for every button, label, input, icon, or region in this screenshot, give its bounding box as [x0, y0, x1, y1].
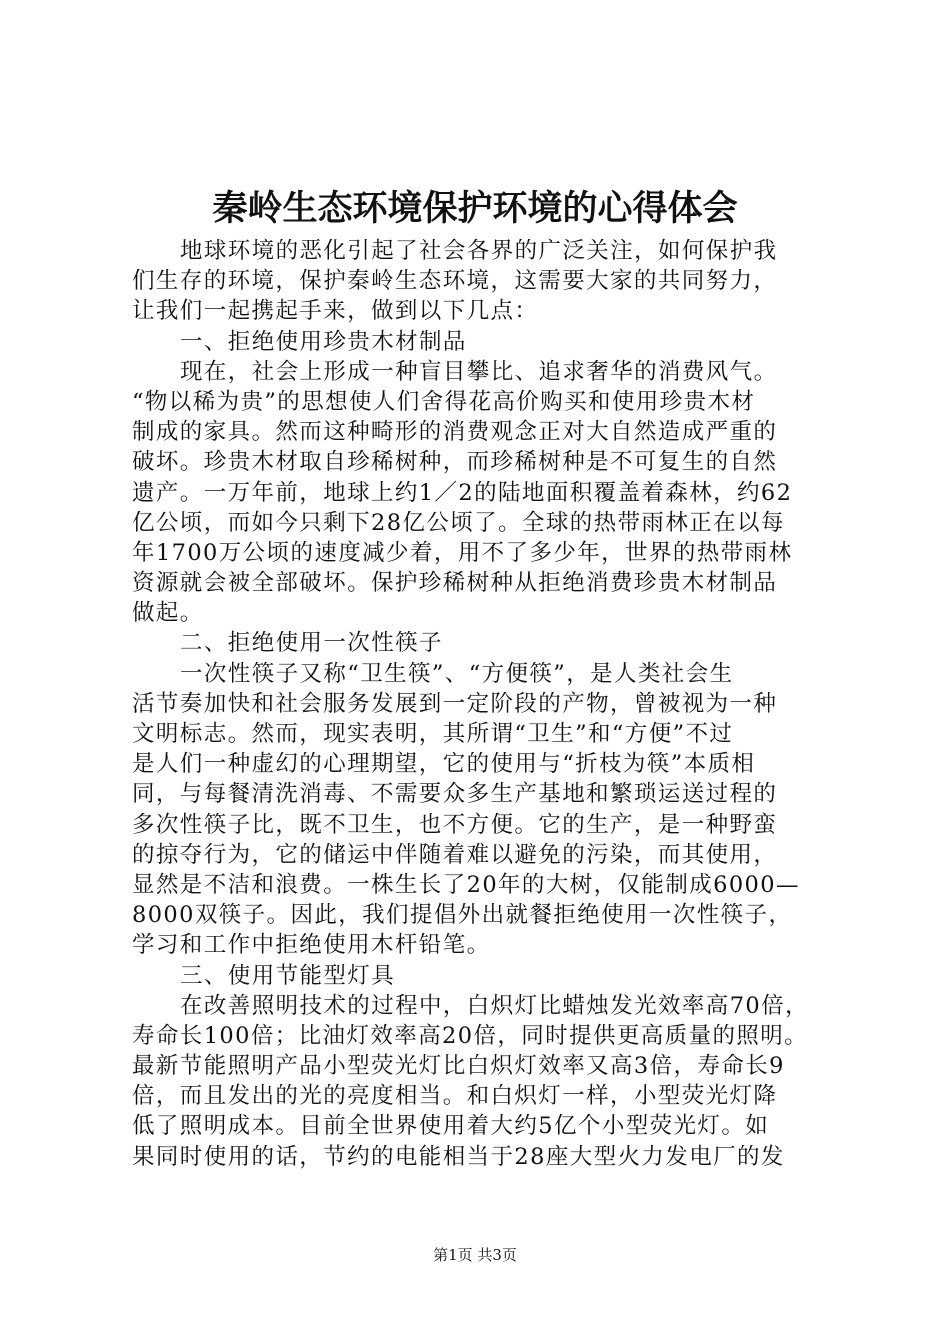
text-line: 活节奏加快和社会服务发展到一定阶段的产物，曾被视为一种 — [132, 690, 778, 717]
text-line: 做起。 — [132, 600, 204, 627]
text-line: 显然是不洁和浪费。一株生长了20年的大树，仅能制成6000— — [132, 871, 800, 898]
text-line: 学习和工作中拒绝使用木杆铅笔。 — [132, 932, 491, 959]
text-line: 多次性筷子比，既不卫生，也不方便。它的生产，是一种野蛮 — [132, 811, 778, 838]
text-line: 最新节能照明产品小型荧光灯比白炽灯效率又高3倍，寿命长9 — [132, 1053, 785, 1080]
text-line: 文明标志。然而，现实表明，其所谓“卫生”和“方便”不过 — [132, 721, 734, 747]
text-line: 二、拒绝使用一次性筷子 — [180, 630, 443, 657]
text-line: 年1700万公顷的速度减少着，用不了多少年，世界的热带雨林 — [132, 539, 793, 566]
text-line: 三、使用节能型灯具 — [180, 962, 396, 989]
text-line: 在改善照明技术的过程中，白炽灯比蜡烛发光效率高70倍， — [180, 992, 809, 1019]
document-body — [132, 236, 832, 1172]
text-line: 低了照明成本。目前全世界使用着大约5亿个小型荧光灯。如 — [132, 1113, 770, 1140]
text-line: 是人们一种虚幻的心理期望，它的使用与“折枝为筷”本质相 — [132, 751, 756, 778]
text-line: 现在，社会上形成一种盲目攀比、追求奢华的消费风气。 — [180, 358, 778, 385]
page-indicator: 第1页 共3页 — [433, 1246, 517, 1264]
text-line: 遗产。一万年前，地球上约1／2的陆地面积覆盖着森林，约62 — [132, 479, 793, 506]
text-line: 制成的家具。然而这种畸形的消费观念正对大自然造成严重的 — [132, 419, 778, 446]
text-line: 同，与每餐清洗消毒、不需要众多生产基地和繁琐运送过程的 — [132, 781, 778, 808]
text-line: 们生存的环境，保护秦岭生态环境，这需要大家的共同努力， — [132, 268, 778, 295]
text-line: 地球环境的恶化引起了社会各界的广泛关注，如何保护我 — [180, 238, 778, 264]
text-line: 让我们一起携起手来，做到以下几点： — [132, 298, 539, 325]
text-line: 倍，而且发出的光的亮度相当。和白炽灯一样，小型荧光灯降 — [132, 1083, 778, 1110]
text-line: “物以稀为贵”的思想使人们舍得花高价购买和使用珍贵木材 — [132, 388, 756, 415]
page-title: 秦岭生态环境保护环境的心得体会 — [212, 188, 738, 229]
text-line: 8000双筷子。因此，我们提倡外出就餐拒绝使用一次性筷子， — [132, 902, 793, 929]
text-line: 亿公顷，而如今只剩下28亿公顷了。全球的热带雨林正在以每 — [132, 509, 785, 536]
text-line: 一次性筷子又称“卫生筷”、“方便筷”，是人类社会生 — [180, 660, 734, 687]
text-line: 寿命长100倍；比油灯效率高20倍，同时提供更高质量的照明。 — [132, 1022, 809, 1049]
text-line: 资源就会被全部破坏。保护珍稀树种从拒绝消费珍贵木材制品 — [132, 570, 778, 597]
text-line: 一、拒绝使用珍贵木材制品 — [180, 328, 467, 355]
text-line: 果同时使用的话，节约的电能相当于28座大型火力发电厂的发 — [132, 1143, 785, 1170]
text-line: 破坏。珍贵木材取自珍稀树种，而珍稀树种是不可复生的自然 — [132, 449, 778, 476]
text-line: 的掠夺行为，它的储运中伴随着难以避免的污染，而其使用， — [132, 841, 778, 868]
